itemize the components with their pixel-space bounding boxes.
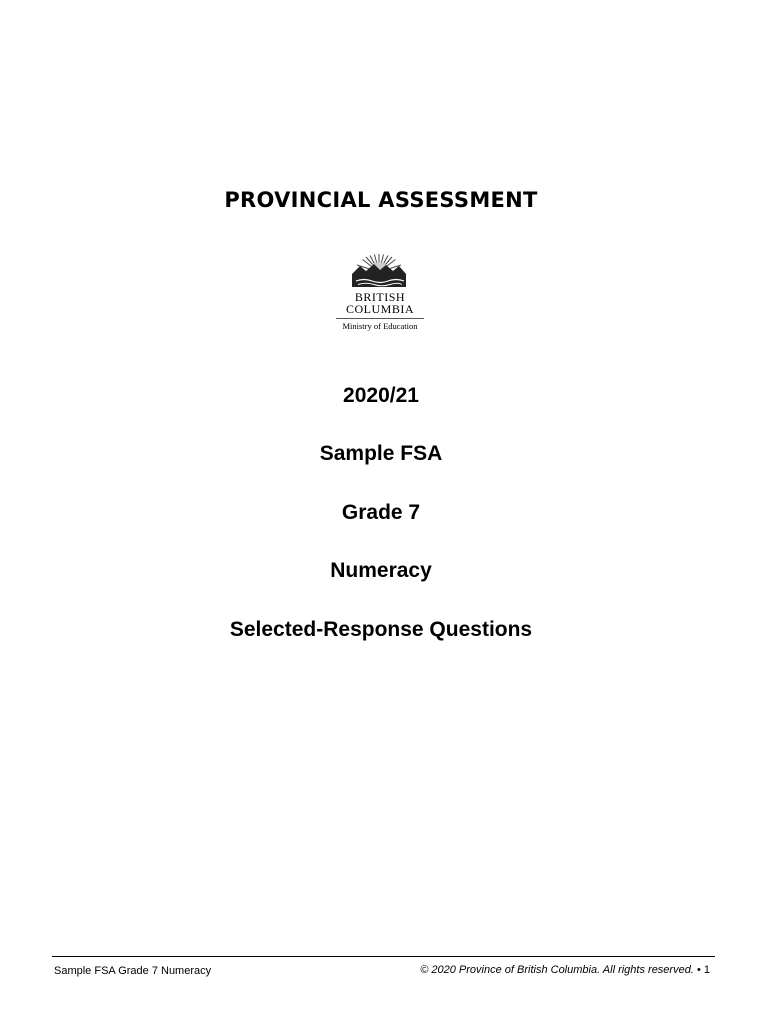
footer-copyright: © 2020 Province of British Columbia. All rights reserved.: [420, 964, 694, 976]
bc-ministry-logo: [324, 252, 444, 336]
footer-copyright-block: [420, 964, 710, 976]
grade-level: Grade 7: [341, 501, 421, 524]
bc-sun-mountains-icon: [346, 252, 412, 288]
logo-text-british: BRITISH: [354, 290, 406, 304]
footer-document-name: Sample FSA Grade 7 Numeracy: [54, 965, 212, 977]
subject: Numeracy: [330, 559, 432, 582]
footer-divider: [52, 956, 715, 957]
logo-ministry-text: Ministry of Education: [342, 321, 418, 331]
logo-divider: [336, 318, 424, 319]
page-title: PROVINCIAL ASSESSMENT: [224, 188, 538, 212]
question-type: Selected-Response Questions: [229, 618, 533, 641]
logo-text-columbia: COLUMBIA: [345, 302, 414, 316]
page-number: 1: [703, 964, 710, 976]
assessment-name: Sample FSA: [319, 442, 443, 465]
school-year: 2020/21: [343, 384, 419, 407]
footer-separator: •: [696, 964, 701, 976]
